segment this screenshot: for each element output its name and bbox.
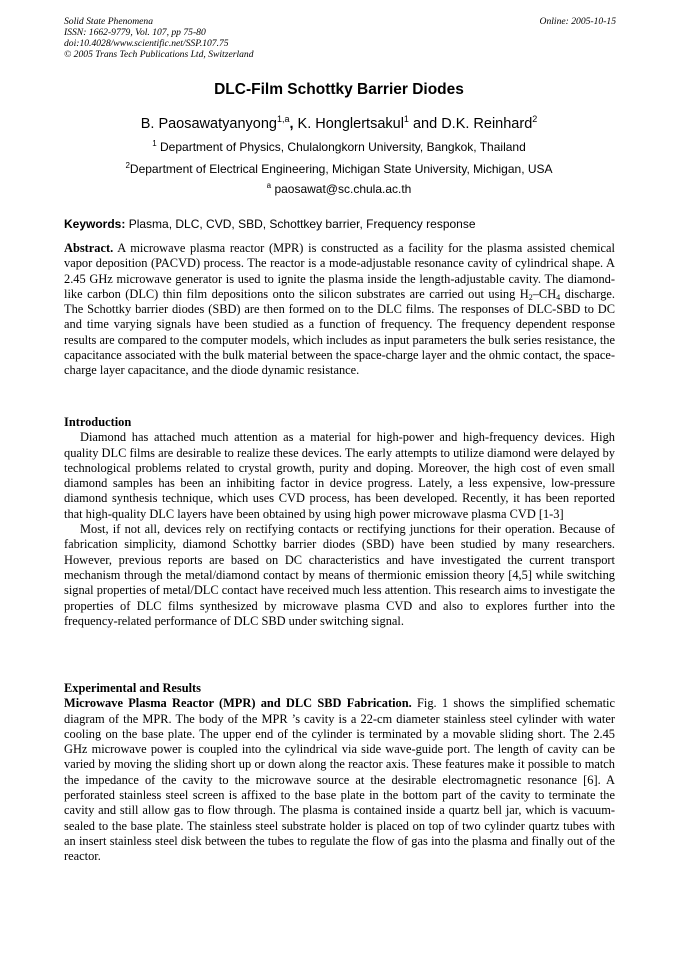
author-sup: 1 — [403, 114, 409, 124]
paragraph: Microwave Plasma Reactor (MPR) and DLC SBD Fabrication. Fig. 1 shows the simplified schematic diagram of the MPR. The body of the MPR ’s cavity is a 22-cm diameter stainless steel cylinder with water cooling on the base plate. The upper end of the cylinder is terminated by a movable sliding short. The 2.45 GHz microwave power is coupled into the cylindrical via side wave-guide port. The length of cavity can be varied by moving the sliding short up or down along the reactor axis. These features make it possible to match the impedance of the cavity to the microwave source at the desirable electromagnetic resonance [6]. A perforated stainless steel screen is affixed to the base plate in the bottom part of the cavity to terminate the cavity and still allow gas to flow through. The plasma is contained inside a quartz bell jar, which is vacuum-sealed to the base plate. The stainless steel substrate holder is placed on top of two cylinder quartz tubes with an insert stainless steel disk between the tubes to regulate the flow of gas into the plasma and finally out of the reactor. — [64, 696, 615, 864]
paragraph: Diamond has attached much attention as a material for high-power and high-frequency devices. High quality DLC films are desirable to realize these devices. The early attempts to utilize diamond were delayed by technological problems related to crystal growth, purity and doping. Moreover, the high cost of even small diamond samples has been an inhibiting factor in device progress. Lately, a less expensive, low-pressure diamond synthesis technique, which uses CVD process, has been developed. Recently, it has been reported that high-quality DLC layers have been obtained by using high power microwave plasma CVD [1-3] — [64, 430, 615, 521]
experimental-section — [64, 681, 615, 865]
affiliation-1: $^1$ Department of Physics, Chulalongkorn University, Bangkok, Thailand — [152, 139, 526, 154]
keywords — [64, 217, 624, 231]
journal-name: Solid State Phenomena — [64, 16, 153, 27]
copyright-line: © 2005 Trans Tech Publications Ltd, Switzerland — [64, 49, 254, 60]
section-heading: Experimental and Results — [64, 681, 201, 695]
author-line: B. Paosawatyanyong$^{1,a}$, K. Honglertsakul$^1$ and D.K. Reinhard$^2$ — [140, 114, 538, 132]
paper-title: DLC-Film Schottky Barrier Diodes — [214, 81, 464, 98]
introduction-section — [64, 415, 615, 629]
author-name: and D.K. Reinhard — [412, 115, 533, 132]
author-email[interactable]: $^a$ paosawat@sc.chula.ac.th — [266, 181, 412, 196]
keywords-text: Plasma, DLC, CVD, SBD, Schottkey barrier, Frequency response — [128, 217, 476, 231]
author-name: B. Paosawatyanyong — [140, 115, 277, 132]
journal-header — [64, 16, 616, 60]
abstract-label: Abstract. — [64, 241, 114, 255]
doi-line: doi:10.4028/www.scientific.net/SSP.107.75 — [64, 38, 229, 49]
abstract: Abstract. A microwave plasma reactor (MPR) is constructed as a facility for the plasma assisted chemical vapor deposition (PACVD) process. The reactor is a mode-adjustable resonance cavity of cylindrical shape. A 2.45 GHz microwave generator is used to ignite the plasma inside the length-adjustable cavity. The diamond-like carbon (DLC) thin film depositions onto the silicon substrates are carried out using $H_2-CH_4$ discharge. The Schottky barrier diodes (SBD) are then formed on to the DLC films. The responses of DLC-SBD to DC and time varying signals have been studied as a function of frequency. The frequency dependent response results are compared to the computer models, which includes as input parameters the bulk series resistance, the capacitance associated with the bulk material between the space-charge layer and the ohmic contact, the space-charge layer capacitance, and the diode dynamic resistance. — [64, 241, 615, 378]
keywords-label: Keywords: — [64, 217, 126, 231]
subsection-heading: Microwave Plasma Reactor (MPR) and DLC SBD Fabrication. — [64, 696, 412, 711]
issn-line: ISSN: 1662-9779, Vol. 107, pp 75-80 — [64, 27, 206, 38]
section-heading: Introduction — [64, 415, 132, 429]
online-date: Online: 2005-10-15 — [539, 16, 616, 27]
author-sup: 1,a — [276, 114, 290, 124]
author-name: K. Honglertsakul — [297, 115, 404, 132]
paragraph: Most, if not all, devices rely on rectifying contacts or rectifying junctions for their operation. Because of fabrication simplicity, diamond Schottky barrier diodes (SBD) have been studied by many researchers. However, previous reports are based on DC characteristics and have investigated the current transport mechanism through the metal/diamond contact by means of thermionic emission theory [4,5] while switching signal properties of metal/DLC contact have received much less attention. This research aims to investigate the properties of DLC films synthesized by microwave plasma CVD and also to explores further into the frequency-related performance of DLC SBD under switching signal. — [64, 522, 615, 628]
affiliation-2: $^2$Department of Electrical Engineering, Michigan State University, Michigan, USA — [125, 161, 553, 176]
author-sup: 2 — [532, 114, 538, 124]
